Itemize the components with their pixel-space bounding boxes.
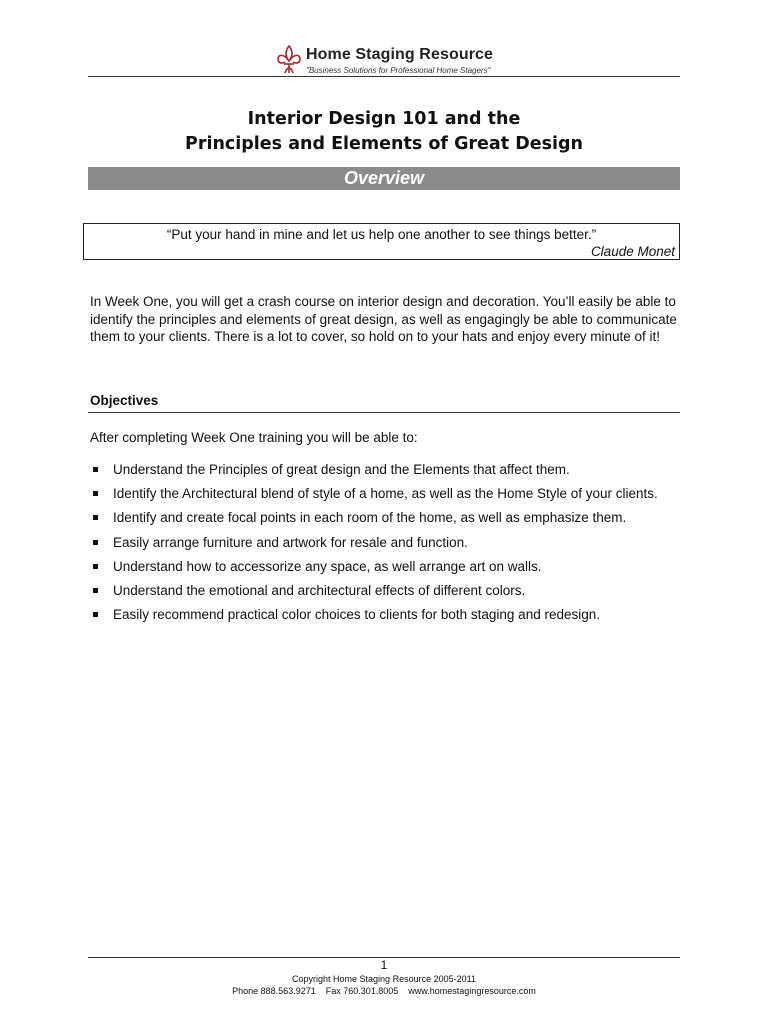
quote-text: “Put your hand in mine and let us help one another to see things better.”: [166, 227, 597, 242]
list-item: [90, 509, 690, 533]
list-item: [90, 461, 690, 485]
bullet-icon: [93, 540, 98, 545]
bullet-icon: [93, 491, 98, 496]
contact-info: Phone 888.563.9271 Fax 760.301.8005 www.homestagingresource.com: [232, 986, 536, 996]
fleur-de-lis-icon: [276, 44, 302, 76]
bullet-icon: [93, 588, 98, 593]
page-number: 1: [380, 958, 388, 972]
bullet-icon: [93, 515, 98, 520]
page-header: [0, 40, 768, 80]
list-item: [90, 534, 690, 558]
list-item-text: Understand the emotional and architectural effects of different colors.: [113, 582, 526, 598]
list-item-text: Easily recommend practical color choices to clients for both staging and redesign.: [113, 607, 600, 623]
objectives-lead: After completing Week One training you will be able to:: [90, 430, 418, 445]
overview-label: Overview: [343, 168, 425, 188]
bullet-icon: [93, 467, 98, 472]
list-item-text: Identify and create focal points in each room of the home, as well as emphasize them.: [113, 510, 627, 526]
quote-box: [83, 223, 680, 260]
objectives-divider: [88, 412, 680, 413]
bullet-icon: [93, 564, 98, 569]
bullet-icon: [93, 612, 98, 617]
title-line-1: Interior Design 101 and the: [247, 109, 521, 129]
quote-author: Claude Monet: [590, 244, 675, 259]
copyright-text: Copyright Home Staging Resource 2005-2011: [292, 974, 476, 984]
list-item-text: Understand the Principles of great design and the Elements that affect them.: [113, 462, 570, 477]
objectives-heading: Objectives: [90, 393, 159, 408]
title-line-2: Principles and Elements of Great Design: [185, 134, 583, 154]
brand-tagline: "Business Solutions for Professional Home Stagers": [306, 66, 491, 75]
intro-paragraph: In Week One, you will get a crash course on interior design and decoration. You’ll easily be able to identify the principles and elements of great design, as well as engagingly be able to communicate them to your clients. There is a lot to cover, so hold on to your hats and enjoy every minute of it!: [90, 294, 677, 344]
list-item-text: Identify the Architectural blend of style of a home, as well as the Home Style of your clients.: [113, 486, 658, 502]
brand-name: Home Staging Resource: [306, 46, 494, 63]
list-item: [90, 558, 690, 582]
overview-banner: [88, 167, 680, 190]
header-divider: [88, 76, 680, 77]
list-item-text: Easily arrange furniture and artwork for resale and function.: [113, 534, 468, 550]
page-title: [88, 107, 680, 157]
list-item: [90, 582, 690, 606]
list-item: [90, 485, 690, 509]
list-item: [90, 606, 690, 630]
list-item-text: Understand how to accessorize any space, as well arrange art on walls.: [113, 558, 542, 574]
objectives-list: [90, 461, 690, 630]
